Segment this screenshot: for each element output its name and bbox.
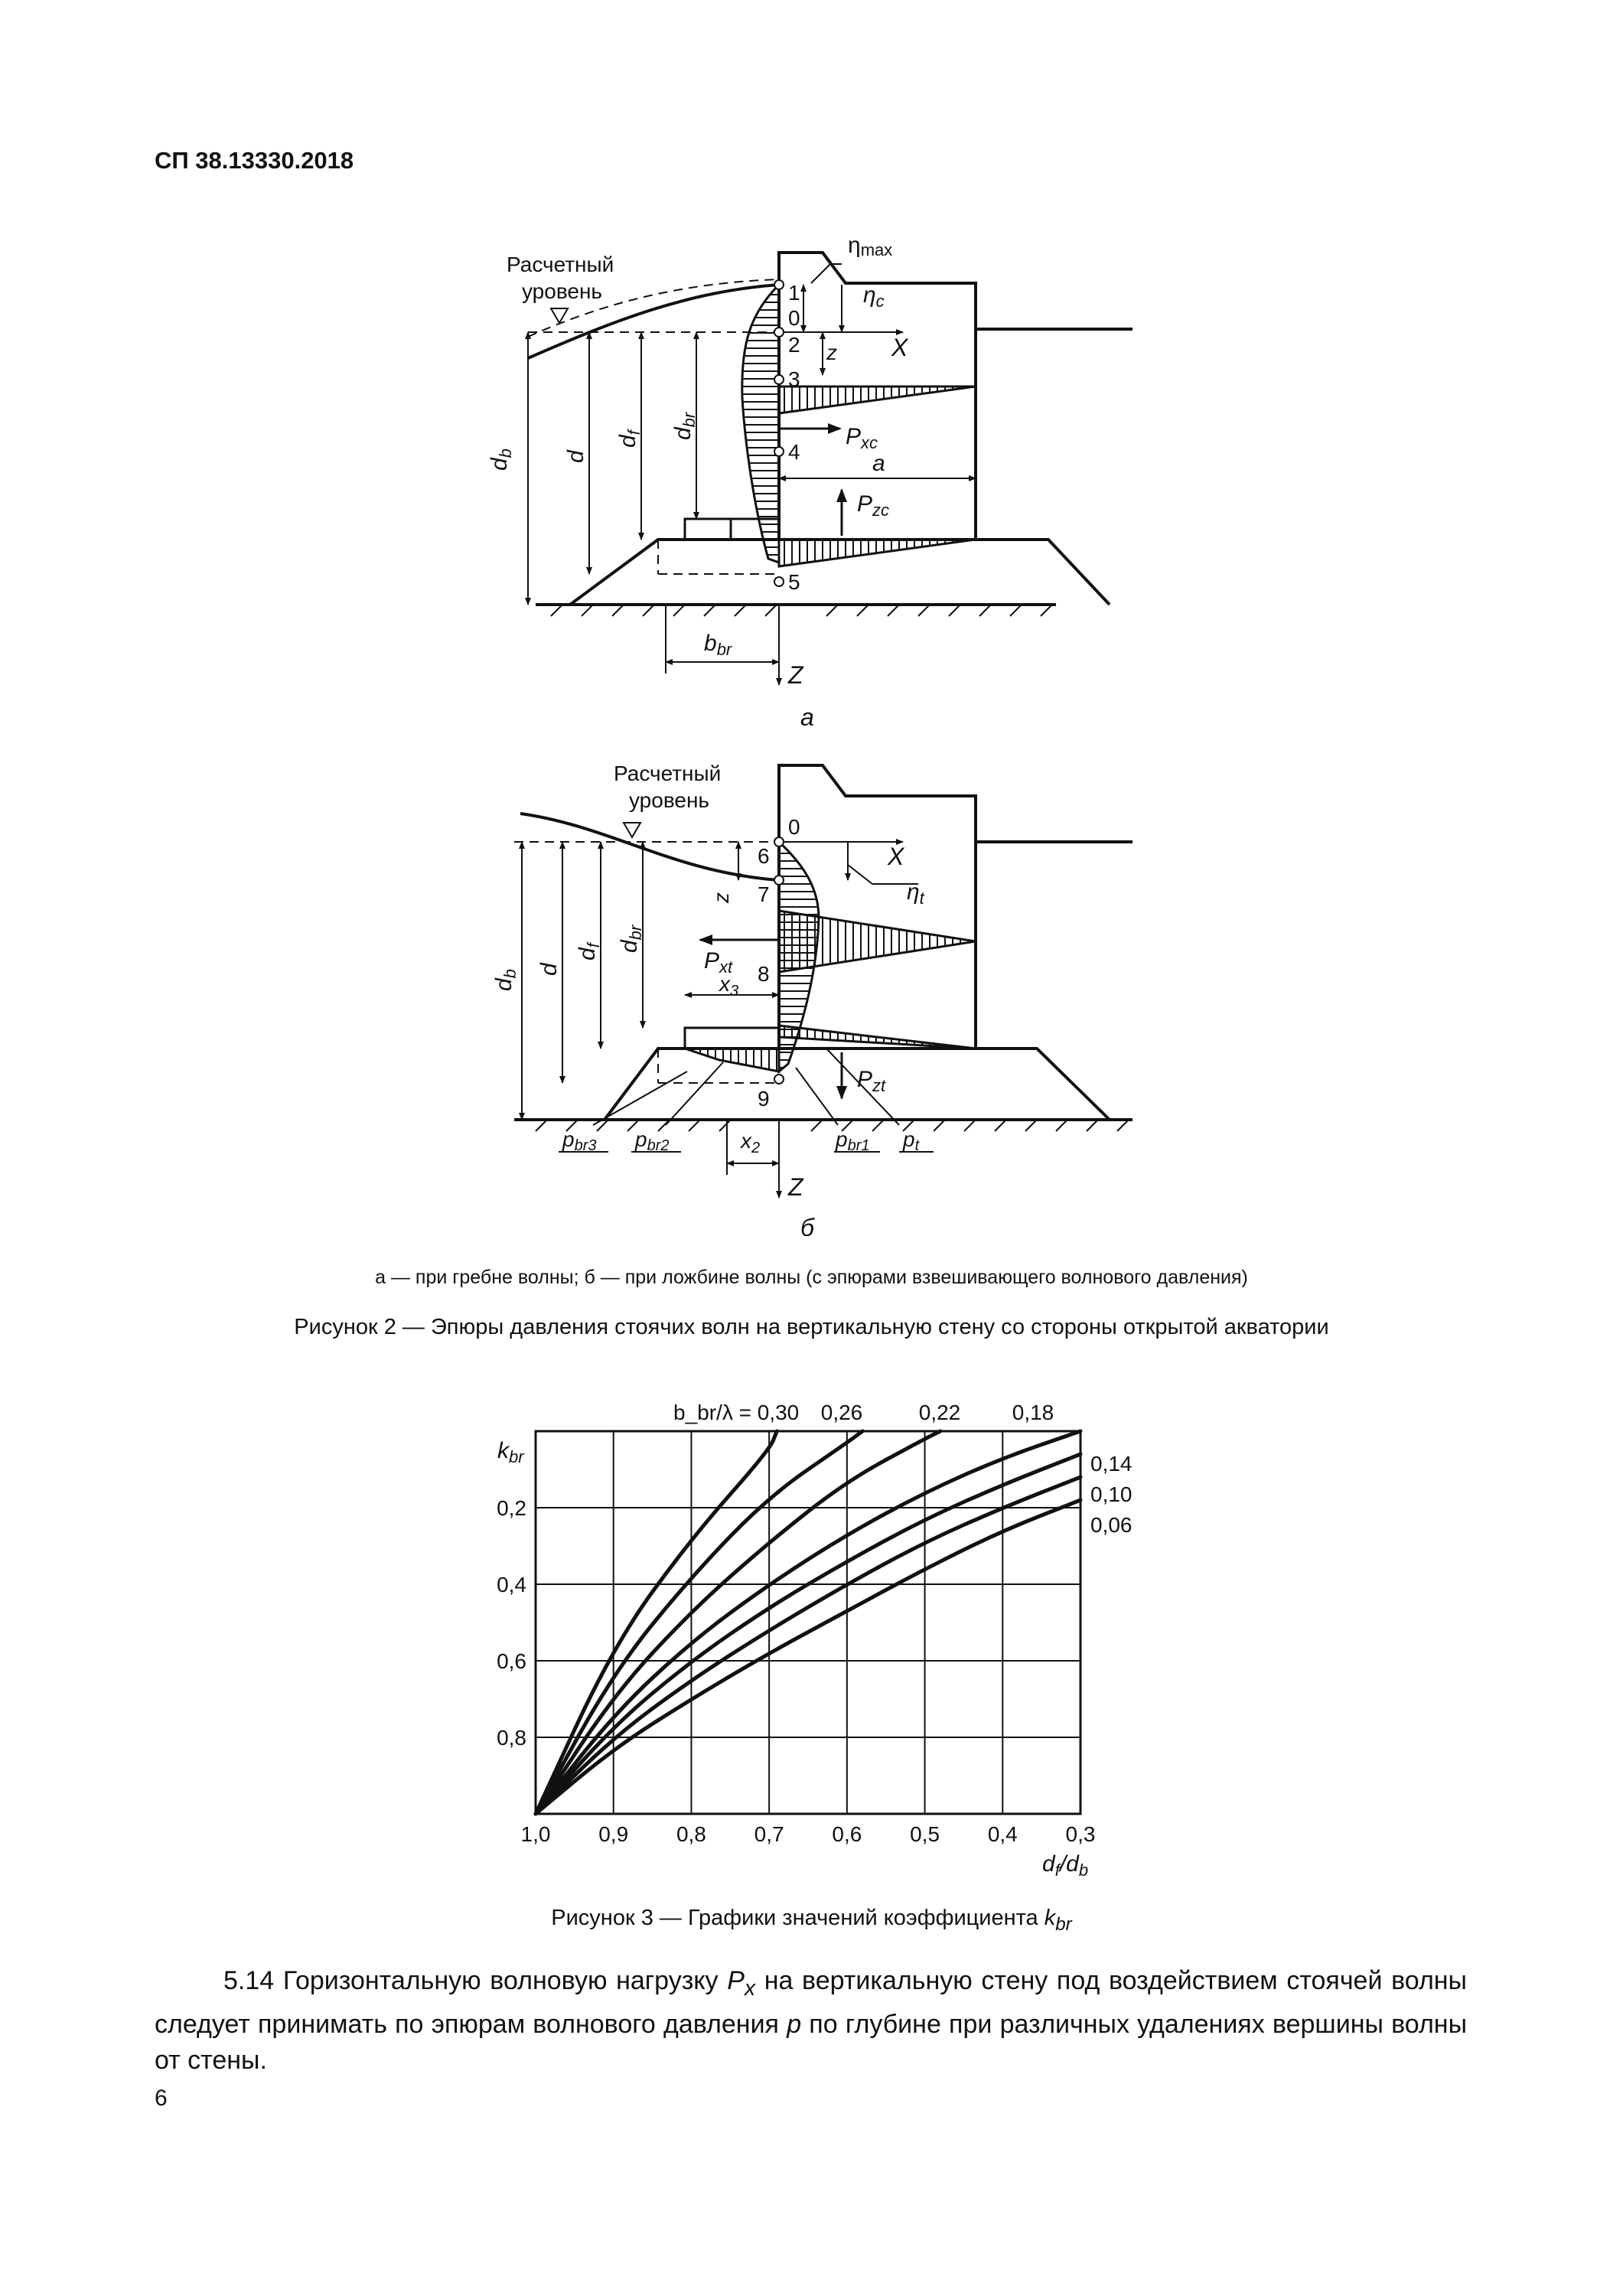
y-tick-label: 0,4	[497, 1573, 526, 1596]
x-tick-label: 0,6	[832, 1822, 862, 1846]
point-0: 0	[788, 306, 800, 330]
level-label-b2: уровень	[629, 788, 710, 812]
point-9: 9	[758, 1087, 770, 1110]
chart-series-labels	[673, 1401, 1133, 1537]
axis-z-label-b: Z	[788, 1173, 803, 1201]
dim-df: $d_f$	[615, 430, 644, 448]
page-number: 6	[155, 2086, 168, 2111]
label-pt: pt	[903, 1127, 920, 1154]
eta-max-label: ηmax	[848, 233, 893, 259]
paragraph-text-1: Горизонтальную волновую нагрузку	[274, 1966, 728, 1995]
axis-x-label: X	[891, 334, 908, 361]
kbr-chart	[497, 1401, 1132, 1880]
point-b0: 0	[788, 815, 800, 839]
axis-z-label: Z	[788, 661, 803, 689]
point-8: 8	[758, 962, 770, 986]
x-tick-label: 0,5	[910, 1822, 940, 1846]
x-tick-label: 0,9	[598, 1822, 629, 1846]
series-line	[536, 1500, 1080, 1814]
figure2-panel-b	[514, 765, 1133, 1198]
point-6: 6	[758, 844, 770, 868]
figure3-caption-var: k	[1044, 1906, 1056, 1930]
paragraph-text-2: на вертикальную стену под воздействием стоячей волны следует принимать по эпюрам волнового давления	[155, 1966, 1467, 2039]
x-tick-label: 0,4	[987, 1822, 1018, 1846]
point-7: 7	[758, 882, 770, 906]
x-tick-label: 0,8	[676, 1822, 706, 1846]
series-label-top: 0,18	[1012, 1401, 1054, 1424]
dim-d: d	[563, 450, 588, 463]
chart-series	[536, 1431, 1080, 1814]
dim-bbr: $b_{br}$	[704, 631, 732, 659]
level-label-b1: Расчетный	[614, 762, 722, 785]
dim-db: $d_b$	[487, 448, 515, 471]
dim-x2: $x_2$	[741, 1129, 761, 1156]
x-axis-label: $d_f/d_b$	[1042, 1851, 1089, 1880]
series-label-top: b_br/λ = 0,30	[673, 1401, 800, 1424]
axis-x-label-b: X	[888, 843, 904, 870]
point-3: 3	[788, 367, 800, 391]
figure3-caption-text: Рисунок 3 — Графики значений коэффициента	[551, 1906, 1045, 1930]
y-axis-label: $k_{br}$	[497, 1438, 524, 1466]
y-tick-label: 0,6	[497, 1649, 526, 1673]
eta-t-label: $\eta_t$	[907, 879, 924, 908]
paragraph-number: 5.14	[223, 1966, 275, 1995]
point-5: 5	[788, 570, 800, 594]
chart-ticks	[497, 1496, 1095, 1846]
force-pzc-label: $P_{zc}$	[857, 491, 890, 520]
force-pxt-label: $P_{xt}$	[704, 948, 733, 977]
dim-db-b: $d_b$	[491, 969, 520, 991]
level-label-1: Расчетный	[507, 253, 614, 276]
figure3-caption-sub: br	[1055, 1913, 1072, 1935]
z-label: z	[826, 341, 837, 364]
point-4: 4	[788, 440, 800, 464]
label-pbr2: pbr2	[635, 1127, 670, 1154]
document-code: СП 38.13330.2018	[155, 147, 354, 174]
level-label-2: уровень	[522, 279, 603, 303]
series-label-right: 0,14	[1090, 1452, 1133, 1476]
var-p: p	[787, 2009, 802, 2039]
series-label-right: 0,10	[1090, 1482, 1133, 1506]
var-px: P	[727, 1966, 745, 1995]
figure2-note: а — при гребне волны; б — при ложбине волны (с эпюрами взвешивающего волнового давления)	[375, 1267, 1248, 1288]
figure2-panel-a	[528, 253, 1133, 685]
figure3-caption	[0, 1906, 1623, 1936]
x-tick-label: 0,7	[754, 1822, 784, 1846]
panel-a-letter: а	[800, 703, 814, 731]
dim-dbr: $d_{br}$	[670, 412, 699, 440]
paragraph-5-14	[155, 1963, 1467, 2079]
dim-d-b: d	[536, 963, 562, 976]
figure2-panel-a-labels	[487, 233, 909, 731]
figure2-panel-b-labels	[491, 762, 925, 1241]
dim-df-b: $d_f$	[575, 943, 603, 960]
point-1: 1	[788, 281, 800, 305]
label-pbr3: pbr3	[562, 1127, 597, 1154]
figure2-caption: Рисунок 2 — Эпюры давления стоячих волн на вертикальную стену со стороны открытой акватории	[294, 1315, 1329, 1339]
width-a-label: a	[872, 451, 885, 476]
x-tick-label: 0,3	[1065, 1822, 1096, 1846]
z-label-b: z	[709, 892, 733, 903]
point-2: 2	[788, 333, 800, 357]
series-label-top: 0,26	[820, 1401, 863, 1424]
label-pbr1: pbr1	[836, 1127, 870, 1154]
dim-dbr-b: $d_{br}$	[617, 925, 645, 953]
series-label-right: 0,06	[1090, 1513, 1133, 1537]
var-px-sub: x	[744, 1975, 756, 2001]
x-tick-label: 1,0	[520, 1822, 551, 1846]
y-tick-label: 0,8	[497, 1726, 526, 1750]
series-label-top: 0,22	[918, 1401, 961, 1424]
panel-b-letter: б	[800, 1214, 814, 1241]
dim-x3: $x_3$	[719, 972, 739, 1000]
y-tick-label: 0,2	[497, 1496, 526, 1520]
eta-c-label: $\eta_c$	[863, 282, 885, 311]
force-pxc-label: $P_{xc}$	[846, 424, 878, 452]
force-pzt-label: $P_{zt}$	[857, 1067, 886, 1095]
paragraph-text-3: по глубине при различных удалениях вершины волны от стены.	[155, 2009, 1468, 2075]
